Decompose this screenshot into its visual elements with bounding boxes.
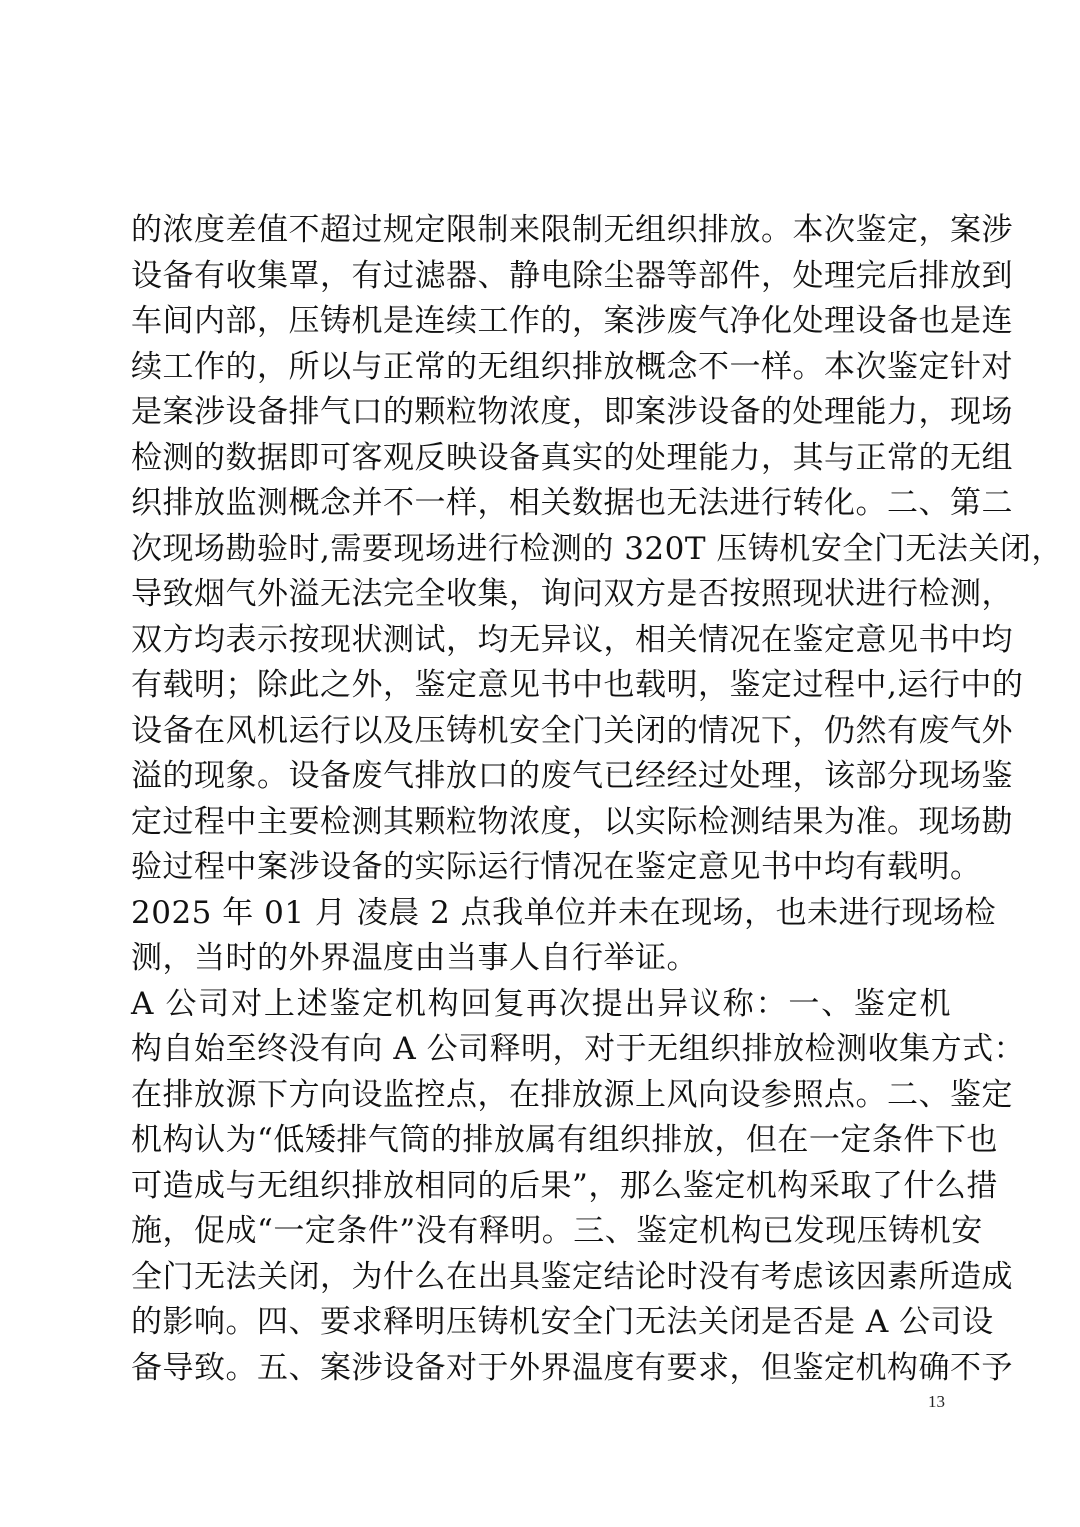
text-line: 测，当时的外界温度由当事人自行举证。 — [131, 940, 698, 976]
text-line: 溢的现象。设备废气排放口的废气已经经过处理，该部分现场鉴 — [131, 758, 1013, 794]
text-line: 全门无法关闭，为什么在出具鉴定结论时没有考虑该因素所造成 — [131, 1258, 1013, 1295]
text-line: 在排放源下方向设监控点，在排放源上风向设参照点。二、鉴定 — [131, 1076, 1013, 1113]
text-line: 的影响。四、要求释明压铸机安全门无法关闭是否是 A 公司设 — [131, 1304, 994, 1340]
text-line: 施，促成“一定条件”没有释明。三、鉴定机构已发现压铸机安 — [131, 1213, 983, 1249]
text-line: 车间内部，压铸机是连续工作的，案涉废气净化处理设备也是连 — [131, 303, 1013, 339]
text-line: 备导致。五、案涉设备对于外界温度有要求，但鉴定机构确不予 — [131, 1349, 1013, 1386]
text-line: 双方均表示按现状测试，均无异议，相关情况在鉴定意见书中均 — [131, 621, 1013, 658]
text-line: 可造成与无组织排放相同的后果”，那么鉴定机构采取了什么措 — [131, 1167, 998, 1204]
text-line: 设备在风机运行以及压铸机安全门关闭的情况下，仍然有废气外 — [131, 712, 1013, 749]
text-line: A 公司对上述鉴定机构回复再次提出异议称：一、鉴定机 — [131, 985, 951, 1022]
text-line: 2025 年 01 月 凌晨 2 点我单位并未在现场，也未进行现场检 — [131, 894, 997, 931]
text-line: 导致烟气外溢无法完全收集，询问双方是否按照现状进行检测， — [131, 576, 1013, 612]
text-line: 次现场勘验时,需要现场进行检测的 320T 压铸机安全门无法关闭， — [131, 530, 1063, 567]
text-line: 织排放监测概念并不一样，相关数据也无法进行转化。二、第二 — [131, 485, 1013, 521]
text-line: 有载明；除此之外，鉴定意见书中也载明，鉴定过程中,运行中的 — [131, 667, 1024, 703]
text-line: 构自始至终没有向 A 公司释明，对于无组织排放检测收集方式： — [131, 1031, 1026, 1067]
body-text — [131, 208, 1063, 1391]
text-line: 检测的数据即可客观反映设备真实的处理能力，其与正常的无组 — [131, 439, 1013, 476]
text-line: 设备有收集罩，有过滤器、静电除尘器等部件，处理完后排放到 — [131, 257, 1013, 294]
page-number: 13 — [928, 1392, 945, 1411]
text-line: 验过程中案涉设备的实际运行情况在鉴定意见书中均有载明。 — [131, 849, 982, 885]
text-line: 的浓度差值不超过规定限制来限制无组织排放。本次鉴定，案涉 — [131, 212, 1013, 248]
text-line: 定过程中主要检测其颗粒物浓度，以实际检测结果为准。现场勘 — [131, 803, 1013, 840]
text-line: 续工作的，所以与正常的无组织排放概念不一样。本次鉴定针对 — [131, 348, 1013, 385]
text-line: 机构认为“低矮排气筒的排放属有组织排放，但在一定条件下也 — [131, 1122, 998, 1158]
text-line: 是案涉设备排气口的颗粒物浓度，即案涉设备的处理能力，现场 — [131, 394, 1013, 430]
